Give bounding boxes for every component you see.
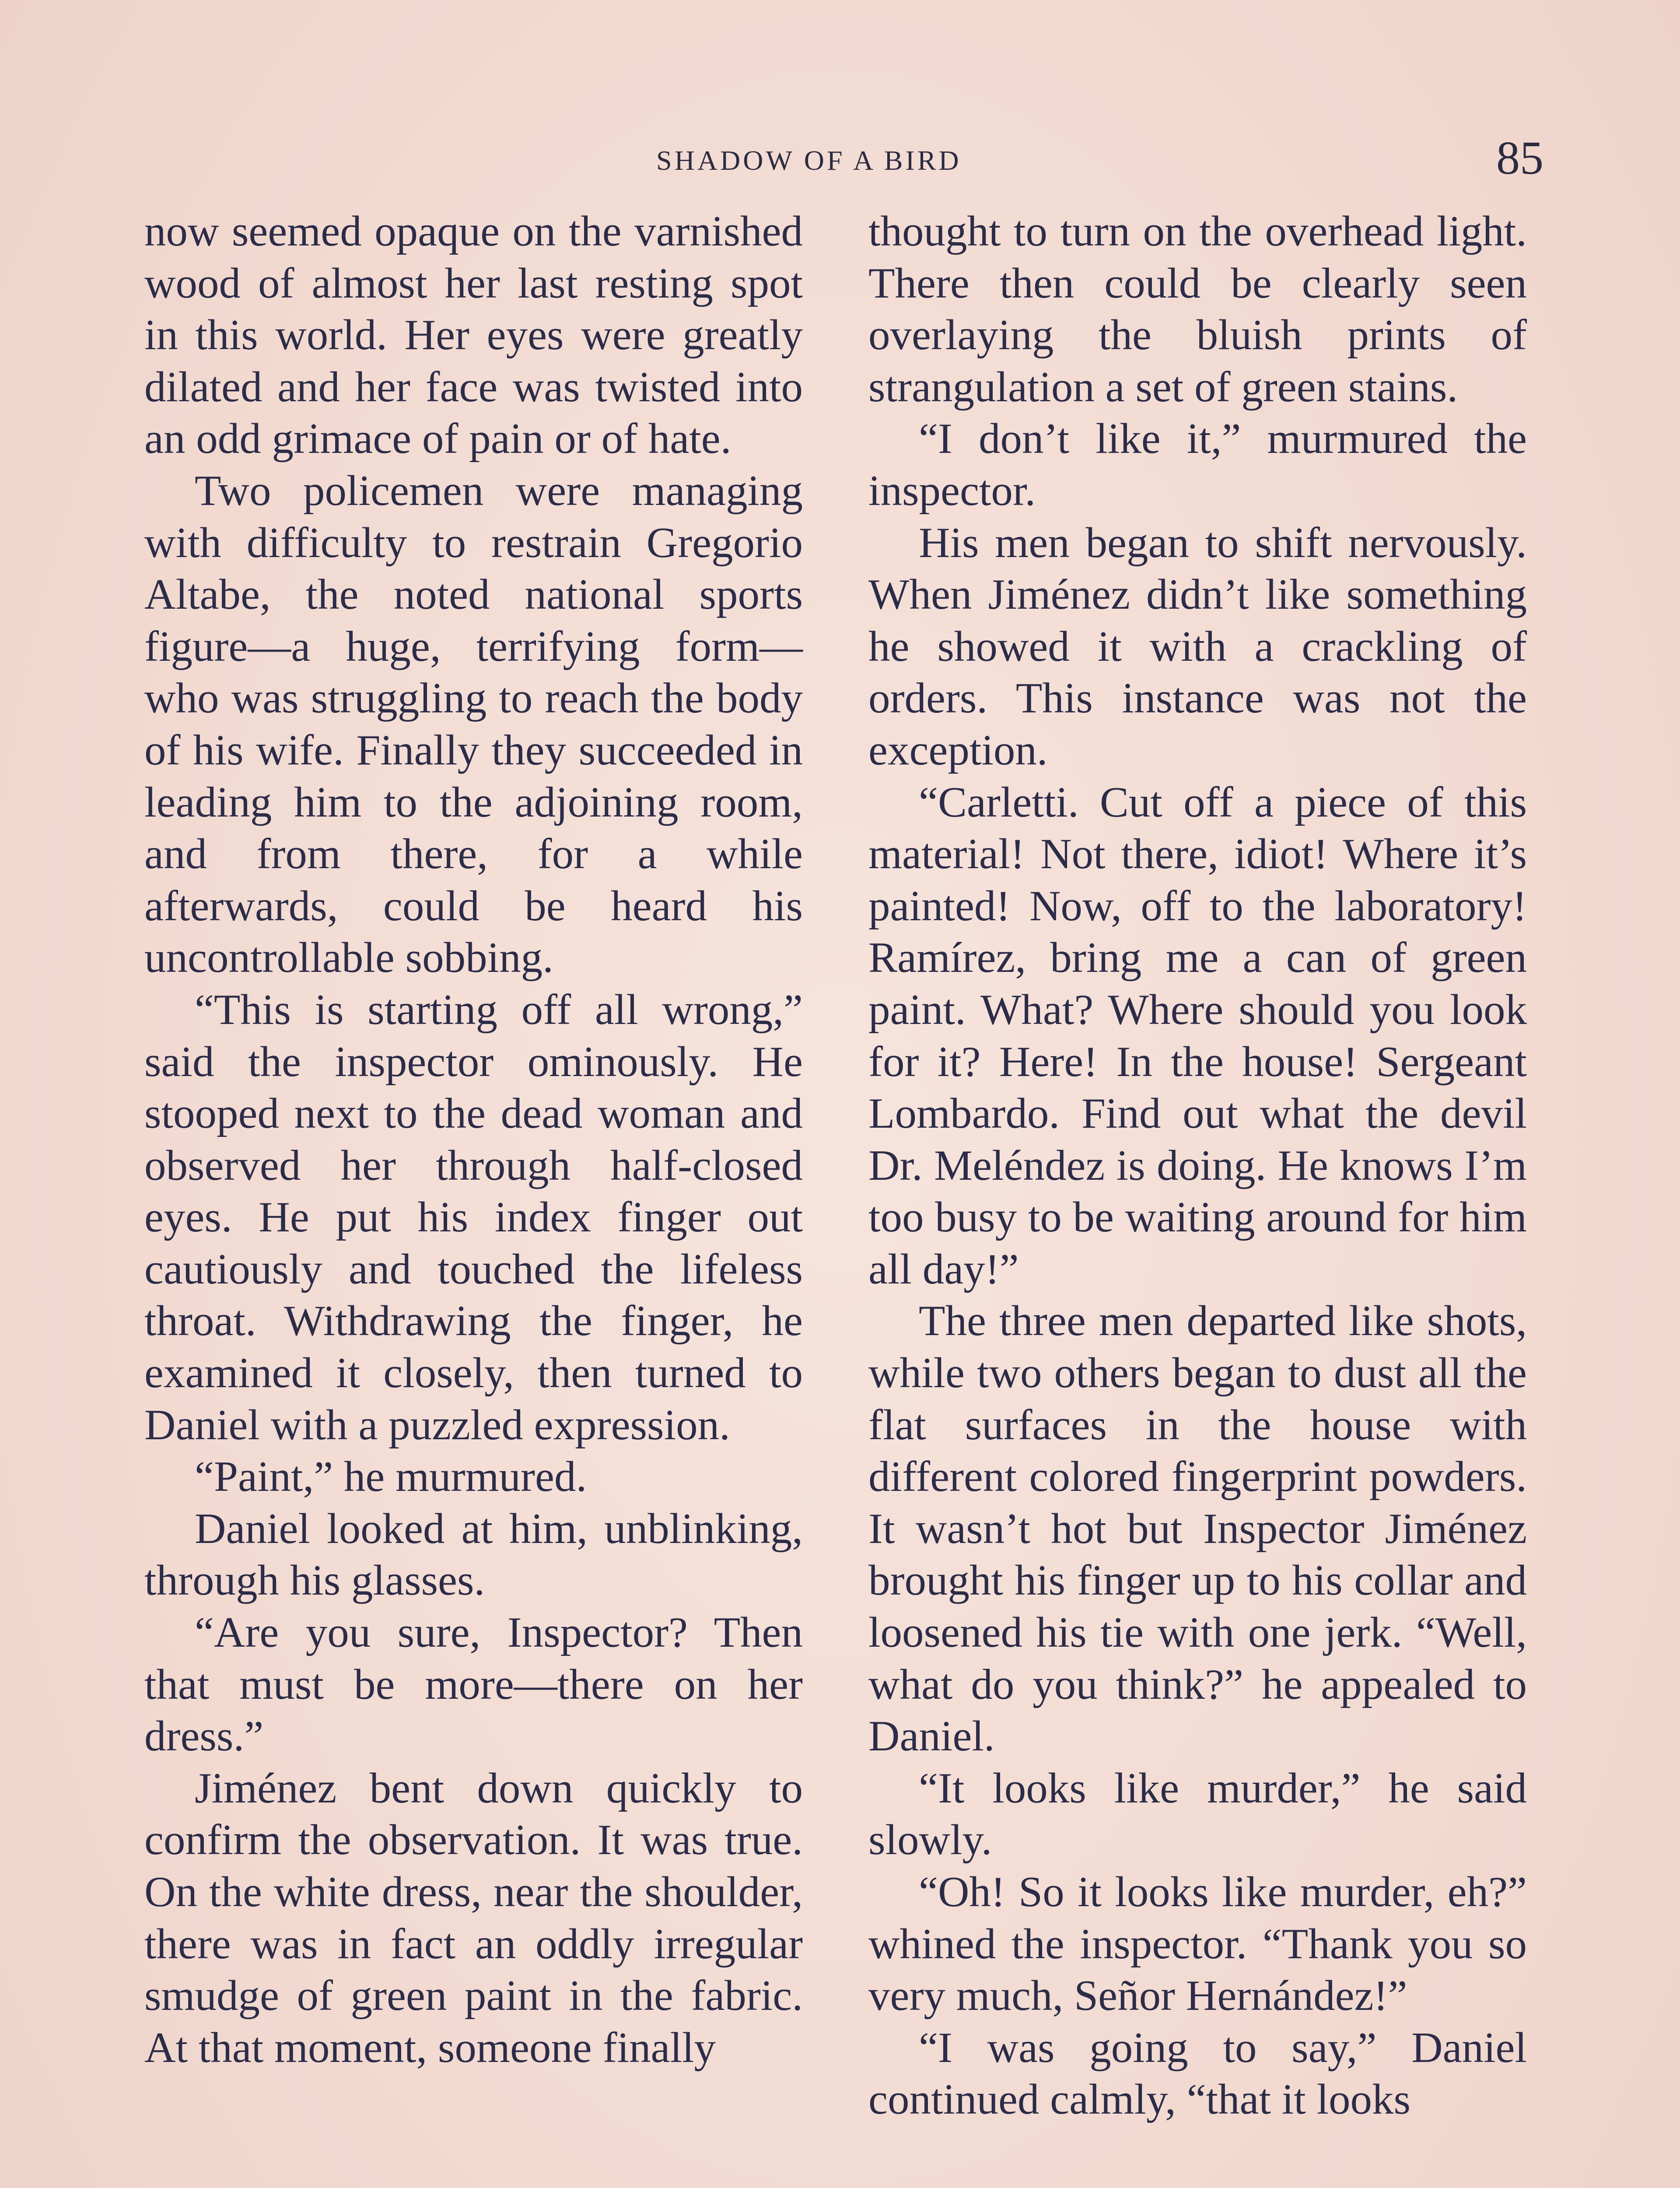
paragraph: “Carletti. Cut off a piece of this material! Not there, idiot! Where it’s painted! Now, off to the laboratory! Ramírez, bring me a can of green paint. What? Where should you look for it? Here! In the house! Sergeant Lombardo. Find out what the devil Dr. Meléndez is doing. He knows I’m too busy to be waiting around for him all day!” [868, 778, 1527, 1293]
paragraph: Two policemen were managing with difficulty to restrain Gregorio Altabe, the noted national sports figure—a huge, terrifying form—who was struggling to reach the body of his wife. Finally they succeeded in leading him to the adjoining room, and from there, for a while afterwards, could be heard his uncontrollable sobbing. [144, 466, 803, 982]
paragraph: “I don’t like it,” murmured the inspector. [868, 415, 1527, 515]
left-column [144, 206, 803, 2074]
right-column [868, 206, 1527, 2126]
paragraph: “Oh! So it looks like murder, eh?” whined the inspector. “Thank you so very much, Señor Hernández!” [868, 1868, 1527, 2020]
paragraph: “This is starting off all wrong,” said the inspector ominously. He stooped next to the dead woman and observed her through half-closed eyes. He put his index finger out cautiously and touched the lifeless throat. Withdrawing the finger, he examined it closely, then turned to Daniel with a puzzled expression. [144, 985, 803, 1449]
paragraph: now seemed opaque on the varnished wood of almost her last resting spot in this world. Her eyes were greatly dilated and her face was twisted into an odd grimace of pain or of hate. [144, 207, 803, 463]
paragraph: His men began to shift nervously. When Jiménez didn’t like something he showed it with a crackling of orders. This instance was not the exception. [868, 519, 1527, 774]
paragraph: “Paint,” he murmured. [195, 1453, 587, 1501]
paragraph: Jiménez bent down quickly to confirm the observation. It was true. On the white dress, near the shoulder, there was in fact an oddly irregular smudge of green paint in the fabric. At that moment, someone finally [144, 1764, 803, 2072]
paragraph: “I was going to say,” Daniel continued calmly, “that it looks [868, 2023, 1527, 2124]
paragraph: “Are you sure, Inspector? Then that must be more—there on her dress.” [144, 1609, 803, 1760]
paragraph: “It looks like murder,” he said slowly. [868, 1764, 1527, 1864]
paragraph: Daniel looked at him, unblinking, through his glasses. [144, 1504, 803, 1605]
running-head: SHADOW OF A BIRD [656, 145, 962, 176]
page-number: 85 [1496, 132, 1544, 184]
paragraph: thought to turn on the overhead light. There then could be clearly seen overlaying the bluish prints of strangulation a set of green stains. [868, 207, 1527, 411]
paragraph: The three men departed like shots, while two others began to dust all the flat surfaces in the house with different colored fingerprint powders. It wasn’t hot but Inspector Jiménez brought his finger up to his collar and loosened his tie with one jerk. “Well, what do you think?” he appealed to Daniel. [868, 1297, 1527, 1760]
